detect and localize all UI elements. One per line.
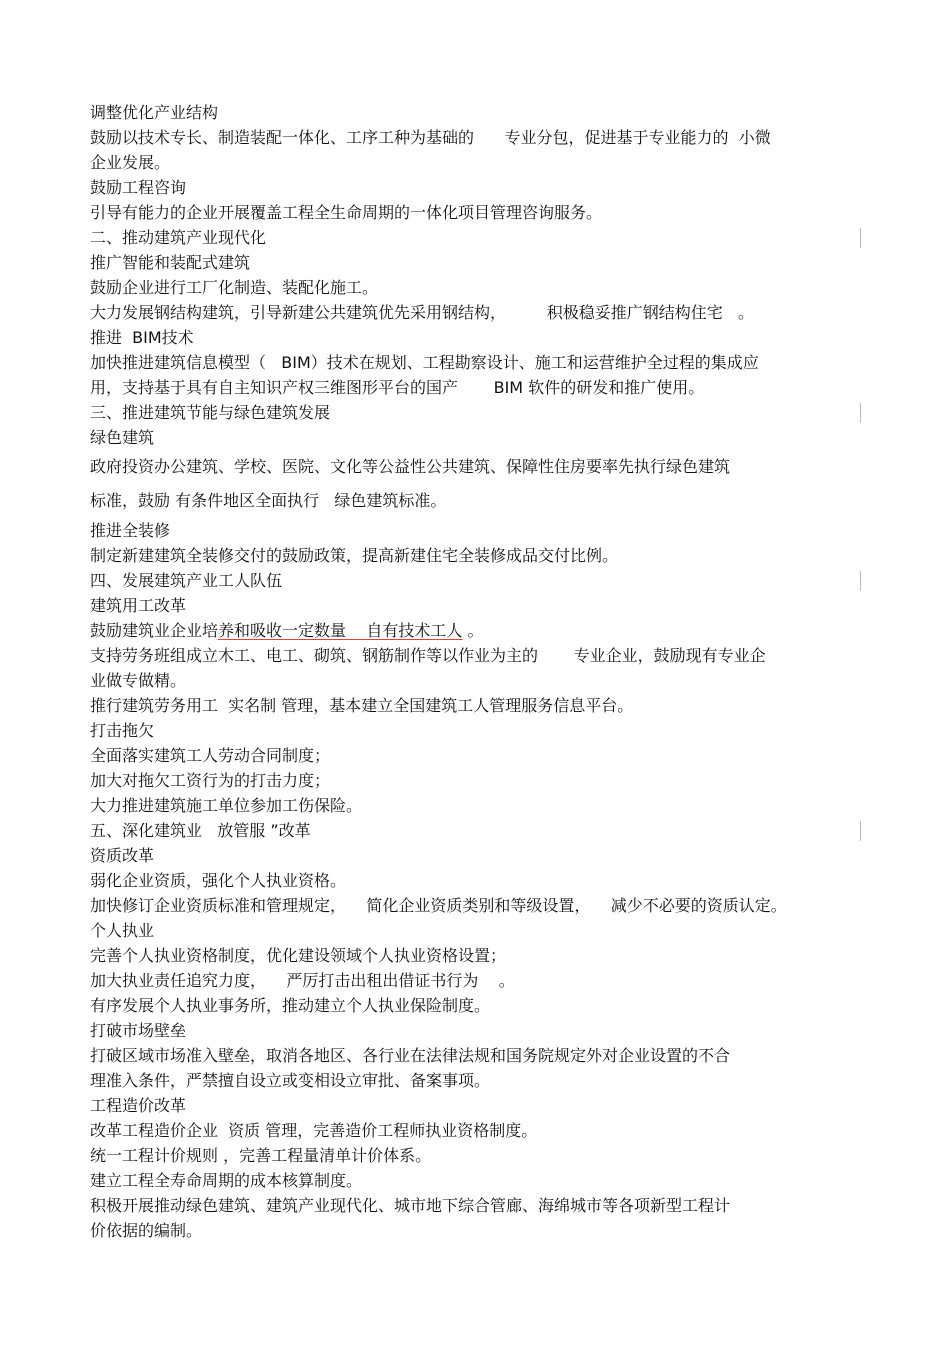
paragraph-line: 理准入条件，严禁擅自设立或变相设立审批、备案事项。: [90, 1071, 491, 1090]
paragraph-line: 鼓励企业进行工厂化制造、装配化施工。: [90, 278, 379, 297]
paragraph-line: 弱化企业资质，强化个人执业资格。: [90, 871, 347, 890]
paragraph-line: 建立工程全寿命周期的成本核算制度。: [90, 1171, 363, 1190]
paragraph-line: 大力发展钢结构建筑，引导新建公共建筑优先采用钢结构， 积极稳妥推广钢结构住宅 。: [90, 303, 754, 322]
section-heading: [90, 568, 870, 593]
subheading: 调整优化产业结构: [90, 103, 219, 122]
paragraph-line: 支持劳务班组成立木工、电工、砌筑、钢筋制作等以作业为主的 专业企业，鼓励现有专业企: [90, 646, 766, 665]
section-heading: [90, 400, 870, 425]
paragraph-line: 打破区域市场准入壁垒，取消各地区、各行业在法律法规和国务院规定外对企业设置的不合: [90, 1046, 731, 1065]
paragraph-line-start: 鼓励建筑业企业培: [90, 621, 219, 640]
section-heading-text: 三、推进建筑节能与绿色建筑发展: [90, 403, 331, 422]
subheading: 绿色建筑: [90, 428, 155, 447]
paragraph-line: 制定新建建筑全装修交付的鼓励政策，提高新建住宅全装修成品交付比例。: [90, 546, 619, 565]
paragraph-line: 推行建筑劳务用工 实名制 管理，基本建立全国建筑工人管理服务信息平台。: [90, 696, 634, 715]
subheading: 推进 BIM技术: [90, 328, 194, 347]
margin-rule: [860, 403, 861, 423]
subheading: 打破市场壁垒: [90, 1021, 187, 1040]
paragraph-line-end: 。: [462, 621, 484, 640]
paragraph-line: 有序发展个人执业事务所，推动建立个人执业保险制度。: [90, 996, 491, 1015]
subheading: 推广智能和装配式建筑: [90, 253, 251, 272]
subheading: 鼓励工程咨询: [90, 178, 187, 197]
subheading: 打击拖欠: [90, 721, 155, 740]
subheading: 资质改革: [90, 846, 155, 865]
paragraph-line: 积极开展推动绿色建筑、建筑产业现代化、城市地下综合管廊、海绵城市等各项新型工程计: [90, 1196, 731, 1215]
paragraph-line: 企业发展。: [90, 153, 171, 172]
margin-rule: [860, 228, 861, 248]
section-heading: [90, 818, 870, 843]
margin-rule: [860, 571, 861, 591]
paragraph-line: 加快推进建筑信息模型（ BIM）技术在规划、工程勘察设计、施工和运营维护全过程的集成应: [90, 353, 759, 372]
section-heading-text: 五、深化建筑业 放管服 ”改革: [90, 821, 311, 840]
paragraph-line: 全面落实建筑工人劳动合同制度；: [90, 746, 331, 765]
document-body: [90, 100, 870, 1243]
paragraph-line: 业做专做精。: [90, 671, 187, 690]
subheading: 推进全装修: [90, 521, 171, 540]
paragraph-line: 加快修订企业资质标准和管理规定， 简化企业资质类别和等级设置， 减少不必要的资质认定。: [90, 896, 787, 915]
paragraph-line: 改革工程造价企业 资质 管理，完善造价工程师执业资格制度。: [90, 1121, 538, 1140]
paragraph-line: 加大对拖欠工资行为的打击力度；: [90, 771, 331, 790]
subheading: 工程造价改革: [90, 1096, 187, 1115]
paragraph-line: 完善个人执业资格制度，优化建设领域个人执业资格设置；: [90, 946, 507, 965]
paragraph-line: 价依据的编制。: [90, 1221, 203, 1240]
subheading: 建筑用工改革: [90, 596, 187, 615]
paragraph-line: 政府投资办公建筑、学校、医院、文化等公益性公共建筑、保障性住房要率先执行绿色建筑: [90, 457, 731, 476]
paragraph-line: 用，支持基于具有自主知识产权三维图形平台的国产 BIM 软件的研发和推广使用。: [90, 378, 705, 397]
paragraph-line: 引导有能力的企业开展覆盖工程全生命周期的一体化项目管理咨询服务。: [90, 203, 603, 222]
paragraph-line: 鼓励以技术专长、制造装配一体化、工序工种为基础的 专业分包，促进基于专业能力的 小微: [90, 128, 771, 147]
subheading: 个人执业: [90, 921, 155, 940]
underlined-text: 养和吸收一定数量 自有技术工人: [218, 621, 463, 640]
paragraph-line: 统一工程计价规则 ，完善工程量清单计价体系。: [90, 1146, 432, 1165]
paragraph-line: 大力推进建筑施工单位参加工伤保险。: [90, 796, 363, 815]
section-heading: [90, 225, 870, 250]
section-heading-text: 二、推动建筑产业现代化: [90, 228, 267, 247]
section-heading-text: 四、发展建筑产业工人队伍: [90, 571, 283, 590]
margin-rule: [860, 821, 861, 841]
paragraph-line: 加大执业责任追究力度， 严厉打击出租出借证书行为 。: [90, 971, 515, 990]
paragraph-line: [90, 618, 870, 643]
paragraph-line: 标准，鼓励 有条件地区全面执行 绿色建筑标准。: [90, 491, 447, 510]
